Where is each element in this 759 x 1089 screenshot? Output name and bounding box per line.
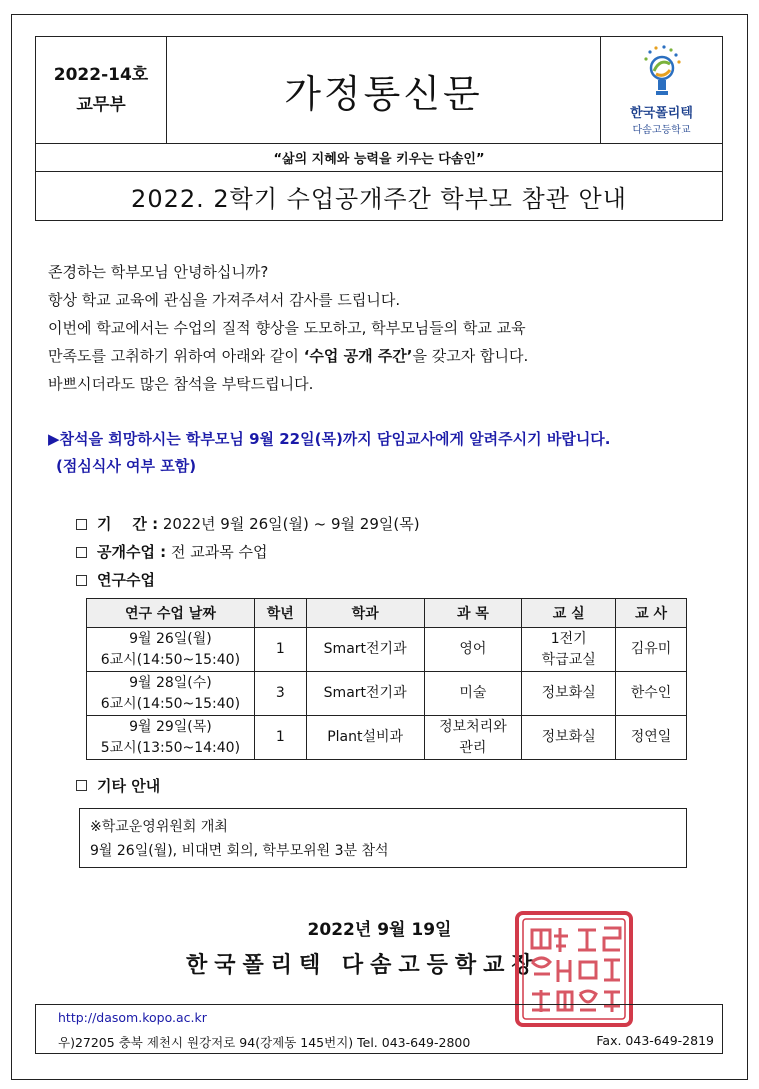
subject-line: 영어 bbox=[459, 641, 487, 657]
period-line: 5교시(13:50~14:40) bbox=[100, 739, 241, 756]
checkbox-icon bbox=[76, 575, 87, 586]
period-value: 2022년 9월 26일(월) ~ 9월 29일(목) bbox=[158, 515, 420, 533]
etc-section-label bbox=[76, 775, 160, 796]
cell-subject bbox=[424, 716, 522, 760]
open-week-emphasis: ‘수업 공개 주간’ bbox=[303, 347, 413, 365]
cell-room: 정보화실 bbox=[522, 672, 616, 716]
room-line: 학급교실 bbox=[541, 651, 596, 668]
intro-line bbox=[48, 342, 528, 370]
school-logo bbox=[600, 37, 722, 143]
cell-teacher: 김유미 bbox=[616, 628, 687, 672]
cell-date bbox=[87, 716, 255, 760]
cell-dept: Smart전기과 bbox=[306, 672, 424, 716]
intro-paragraph bbox=[48, 258, 528, 398]
cell-room bbox=[522, 628, 616, 672]
cell-grade: 1 bbox=[254, 628, 306, 672]
department: 교무부 bbox=[76, 95, 126, 115]
cell-teacher: 한수인 bbox=[616, 672, 687, 716]
col-header-subject: 과 목 bbox=[424, 599, 522, 628]
notice-subject: 2022. 2학기 수업공개주간 학부모 참관 안내 bbox=[131, 184, 627, 213]
col-header-teacher: 교 사 bbox=[616, 599, 687, 628]
rsvp-notice bbox=[48, 426, 611, 480]
school-fax: Fax. 043-649-2819 bbox=[596, 1033, 714, 1048]
table-row bbox=[87, 716, 687, 760]
intro-line: 존경하는 학부모님 안녕하십니까? bbox=[48, 263, 269, 281]
logo-name: 한국폴리텍 bbox=[630, 106, 693, 121]
period-line: 6교시(14:50~15:40) bbox=[100, 695, 241, 712]
page-title: 가정통신문 bbox=[284, 71, 483, 116]
col-header-date: 연구 수업 날짜 bbox=[87, 599, 255, 628]
cell-dept: Plant설비과 bbox=[306, 716, 424, 760]
research-class-label: 연구수업 bbox=[97, 571, 155, 589]
col-header-dept: 학과 bbox=[306, 599, 424, 628]
open-class-value: 전 교과목 수업 bbox=[166, 543, 268, 561]
table-row bbox=[87, 628, 687, 672]
period-line: 6교시(14:50~15:40) bbox=[100, 651, 241, 668]
principal-signature: 한국폴리텍 다솜고등학교장 bbox=[186, 953, 540, 978]
col-header-room: 교 실 bbox=[522, 599, 616, 628]
research-class-table bbox=[86, 598, 687, 760]
cell-date bbox=[87, 628, 255, 672]
event-details bbox=[76, 510, 420, 594]
etc-line: ※학교운영위원회 개최 bbox=[90, 819, 228, 835]
logo-subtitle: 다솜고등학교 bbox=[632, 125, 691, 136]
period-label: 기 간 : bbox=[97, 515, 159, 533]
cell-grade: 1 bbox=[254, 716, 306, 760]
school-contact-footer bbox=[35, 1004, 723, 1054]
rsvp-line: ▶참석을 희망하시는 학부모님 9월 22일(목)까지 담임교사에게 알려주시기 바랍니다. bbox=[48, 430, 611, 448]
subject-line: 관리 bbox=[459, 739, 487, 756]
intro-line: 바쁘시더라도 많은 참석을 부탁드립니다. bbox=[48, 375, 314, 393]
detail-period bbox=[76, 510, 420, 538]
school-website-link[interactable]: http://dasom.kopo.ac.kr bbox=[58, 1010, 207, 1025]
intro-line: 항상 학교 교육에 관심을 가져주셔서 감사를 드립니다. bbox=[48, 291, 401, 309]
checkbox-icon bbox=[76, 780, 87, 791]
checkbox-icon bbox=[76, 519, 87, 530]
intro-line: 이번에 학교에서는 수업의 질적 향상을 도모하고, 학부모님들의 학교 교육 bbox=[48, 319, 526, 337]
date-line: 9월 28일(수) bbox=[129, 674, 212, 691]
school-motto: “삶의 지혜와 능력을 키우는 다솜인” bbox=[36, 144, 722, 172]
cell-dept: Smart전기과 bbox=[306, 628, 424, 672]
cell-room: 정보화실 bbox=[522, 716, 616, 760]
newsletter-header bbox=[35, 36, 723, 221]
table-row bbox=[87, 672, 687, 716]
etc-line: 9월 26일(월), 비대면 회의, 학부모위원 3분 참석 bbox=[90, 843, 389, 859]
issue-date: 2022년 9월 19일 bbox=[307, 920, 452, 940]
issue-number: 2022-14호 bbox=[53, 65, 149, 85]
room-line: 1전기 bbox=[550, 630, 587, 647]
cell-teacher: 정연일 bbox=[616, 716, 687, 760]
date-line: 9월 26일(월) bbox=[129, 630, 212, 647]
issue-box bbox=[36, 37, 167, 143]
cell-subject bbox=[424, 628, 522, 672]
rsvp-line: (점심식사 여부 포함) bbox=[56, 457, 197, 475]
date-line: 9월 29일(목) bbox=[129, 718, 212, 735]
etc-info-box bbox=[79, 808, 687, 868]
detail-research-class bbox=[76, 566, 420, 594]
detail-open-class bbox=[76, 538, 420, 566]
cell-grade: 3 bbox=[254, 672, 306, 716]
intro-text: 만족도를 고취하기 위하여 아래와 같이 bbox=[48, 347, 304, 365]
school-address: 우)27205 충북 제천시 원강저로 94(강제동 145번지) Tel. 043-649-2800 bbox=[58, 1035, 471, 1050]
intro-text: 을 갖고자 합니다. bbox=[412, 347, 529, 365]
subject-line: 정보처리와 bbox=[439, 718, 507, 735]
table-header-row bbox=[87, 599, 687, 628]
etc-label-text: 기타 안내 bbox=[97, 777, 161, 795]
checkbox-icon bbox=[76, 547, 87, 558]
logo-icon bbox=[640, 44, 684, 100]
cell-subject: 미술 bbox=[424, 672, 522, 716]
col-header-grade: 학년 bbox=[254, 599, 306, 628]
open-class-label: 공개수업 : bbox=[97, 543, 167, 561]
cell-date bbox=[87, 672, 255, 716]
